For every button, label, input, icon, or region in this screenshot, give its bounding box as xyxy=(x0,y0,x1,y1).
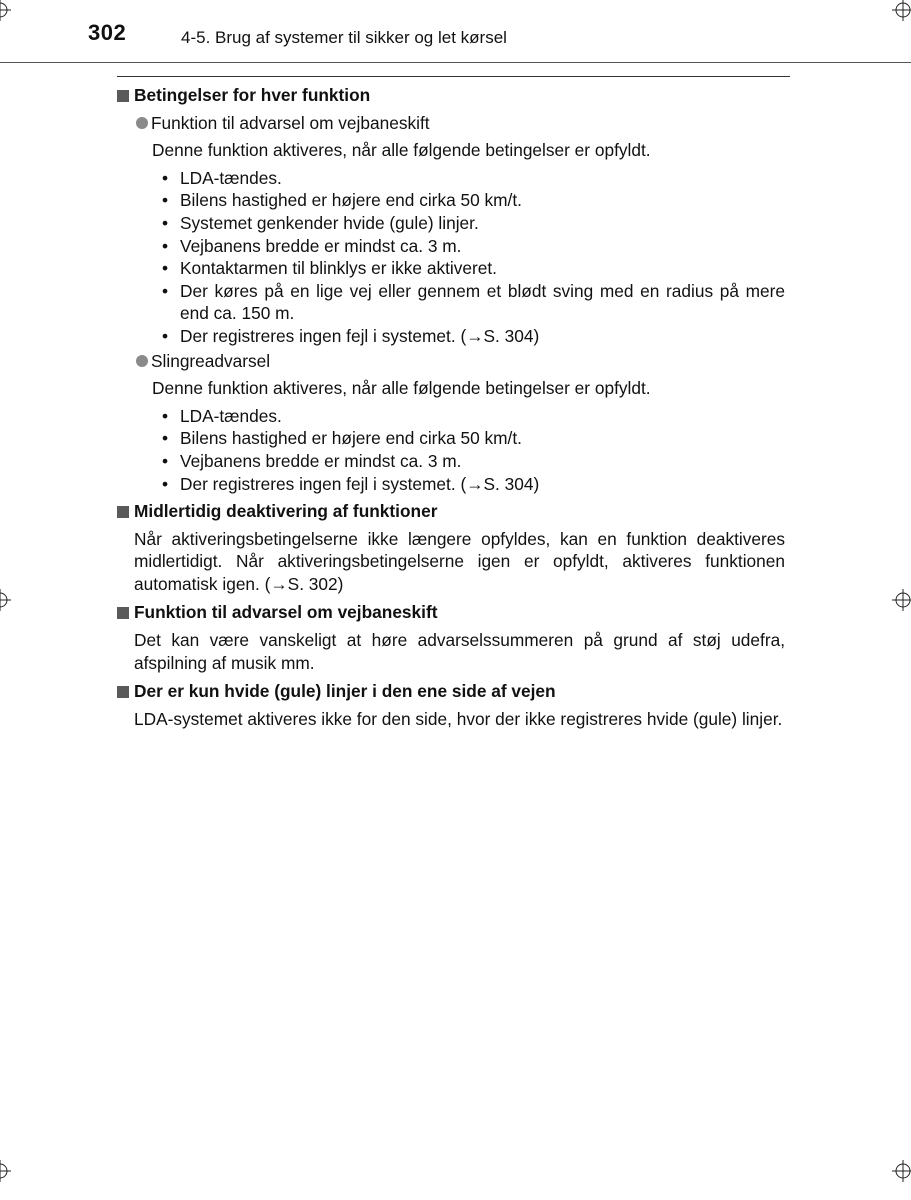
header-divider xyxy=(0,62,911,63)
list-item: • Vejbanens bredde er mindst ca. 3 m. xyxy=(162,450,462,471)
section-divider xyxy=(117,76,790,77)
square-bullet-icon xyxy=(117,607,129,619)
section-text: LDA-systemet aktiveres ikke for den side, hvor der ikke registreres hvide (gule) linjer. xyxy=(134,708,783,729)
condition-list xyxy=(117,167,785,348)
list-item: • LDA-tændes. xyxy=(162,405,282,426)
list-item: • Vejbanens bredde er mindst ca. 3 m. xyxy=(162,235,462,256)
subsection-intro: Denne funktion aktiveres, når alle følgende betingelser er opfyldt. xyxy=(152,378,651,399)
square-bullet-icon xyxy=(117,686,129,698)
condition-list xyxy=(117,405,785,495)
subsection-intro: Denne funktion aktiveres, når alle følgende betingelser er opfyldt. xyxy=(152,140,651,161)
page-content xyxy=(117,84,785,730)
list-item: • Systemet genkender hvide (gule) linjer. xyxy=(162,212,479,233)
list-item: • Bilens hastighed er højere end cirka 50 km/t. xyxy=(162,190,522,211)
list-item: • Kontaktarmen til blinklys er ikke aktiveret. xyxy=(162,258,497,279)
square-bullet-icon xyxy=(117,90,129,102)
list-item: • LDA-tændes. xyxy=(162,167,282,188)
registration-mark-icon xyxy=(892,0,911,21)
section-heading: Betingelser for hver funktion xyxy=(117,84,785,107)
section-heading: Midlertidig deaktivering af funktioner xyxy=(117,500,785,523)
section-text: Når aktiveringsbetingelserne ikke længere opfyldes, kan en funktion deaktiveres midlertidigt. Når aktiveringsbetingelserne igen er opfyldt, aktiveres funktionen automatisk igen. (→S. 302) xyxy=(134,528,785,594)
subsection-label: Slingreadvarsel xyxy=(117,350,785,373)
section-text: Det kan være vanskeligt at høre advarselssummeren på grund af støj udefra, afspilning af musik mm. xyxy=(134,630,785,673)
circle-bullet-icon xyxy=(136,117,148,129)
page-number: 302 xyxy=(88,20,127,45)
registration-mark-icon xyxy=(892,589,911,611)
square-bullet-icon xyxy=(117,506,129,518)
section-heading: Der er kun hvide (gule) linjer i den ene side af vejen xyxy=(117,680,785,703)
list-item: • Der køres på en lige vej eller gennem et blødt sving med en radius på mere end ca. 150 m. xyxy=(162,280,785,324)
registration-mark-icon xyxy=(0,0,11,21)
chapter-title: 4-5. Brug af systemer til sikker og let kørsel xyxy=(181,28,507,47)
list-item: • Der registreres ingen fejl i systemet. (→S. 304) xyxy=(162,473,540,494)
circle-bullet-icon xyxy=(136,355,148,367)
subsection-label: Funktion til advarsel om vejbaneskift xyxy=(117,112,785,135)
registration-mark-icon xyxy=(892,1160,911,1182)
section-heading: Funktion til advarsel om vejbaneskift xyxy=(117,601,785,624)
list-item: • Bilens hastighed er højere end cirka 50 km/t. xyxy=(162,428,522,449)
list-item: • Der registreres ingen fejl i systemet. (→S. 304) xyxy=(162,325,540,346)
registration-mark-icon xyxy=(0,1160,11,1182)
registration-mark-icon xyxy=(0,589,11,611)
